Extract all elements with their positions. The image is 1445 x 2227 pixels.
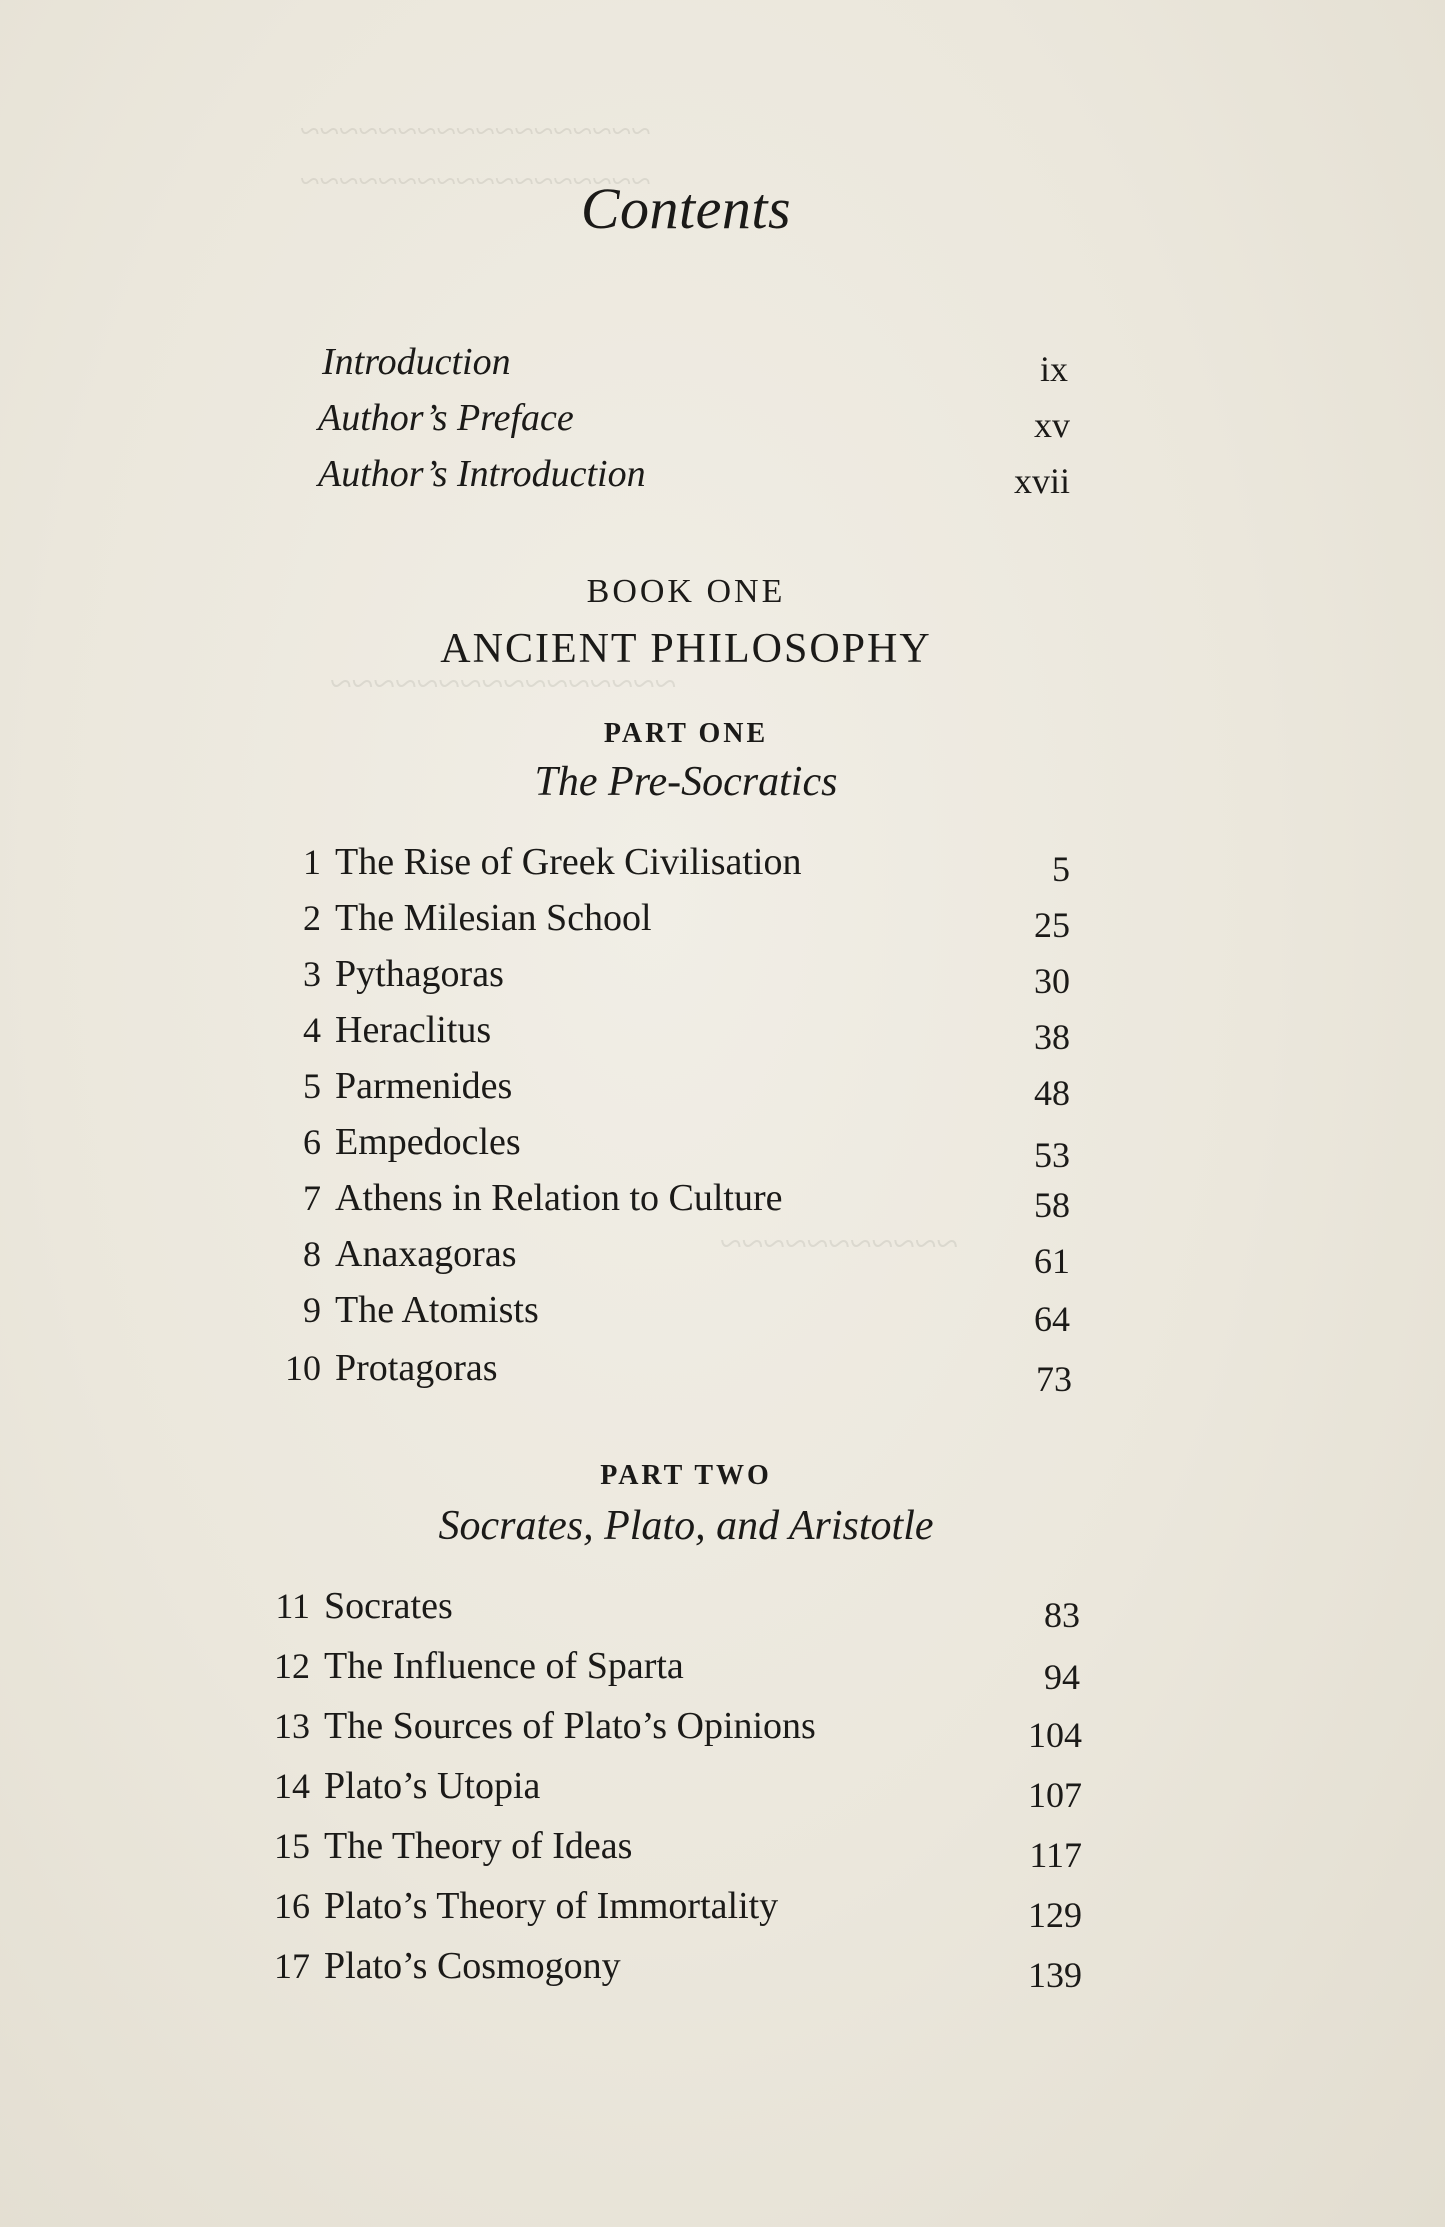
chapter-row (266, 1064, 512, 1108)
chapter-row (255, 1944, 621, 1988)
chapter-title: Heraclitus (335, 1009, 492, 1051)
chapter-row (266, 1120, 521, 1164)
chapter-row (255, 1764, 540, 1808)
book-title: ANCIENT PHILOSOPHY (440, 626, 932, 672)
chapter-number: 7 (303, 1178, 321, 1218)
chapter-page: 58 (1034, 1185, 1070, 1225)
chapter-page: 139 (1028, 1955, 1082, 1995)
chapter-title: Plato’s Theory of Immortality (324, 1885, 779, 1927)
chapter-number: 17 (274, 1946, 310, 1986)
chapter-row (255, 1704, 816, 1748)
chapter-title: Empedocles (335, 1121, 521, 1163)
chapter-number: 12 (274, 1646, 310, 1686)
chapter-row (266, 952, 504, 996)
chapter-number: 6 (303, 1122, 321, 1162)
front-matter-page: ix (1039, 349, 1068, 389)
chapter-number: 3 (303, 954, 321, 994)
book-label: BOOK ONE (586, 573, 786, 610)
chapter-page: 61 (1034, 1241, 1070, 1281)
chapter-title: Socrates (324, 1585, 453, 1627)
chapter-row (266, 1232, 516, 1276)
show-through-decoration: ~~~~~~~~~~~~~~~~~~ (300, 111, 651, 151)
chapter-title: The Influence of Sparta (324, 1645, 684, 1687)
chapter-row (266, 1176, 783, 1220)
show-through-decoration: ~~~~~~~~~~~~~~~~~~ (300, 161, 651, 201)
chapter-page: 53 (1034, 1135, 1070, 1175)
chapter-number: 4 (303, 1010, 321, 1050)
chapter-title: The Sources of Plato’s Opinions (324, 1705, 816, 1747)
part-label: PART TWO (600, 1460, 772, 1491)
chapter-title: Parmenides (335, 1065, 513, 1107)
chapter-title: The Theory of Ideas (324, 1825, 633, 1867)
chapter-row (255, 1644, 684, 1688)
chapter-number: 2 (303, 898, 321, 938)
chapter-row (266, 1008, 491, 1052)
chapter-page: 25 (1034, 905, 1070, 945)
chapter-number: 15 (274, 1826, 310, 1866)
chapter-number: 9 (303, 1290, 321, 1330)
chapter-number: 10 (285, 1348, 321, 1388)
chapter-row (255, 1884, 778, 1928)
front-matter-title: Author’s Preface (318, 397, 574, 439)
chapter-page: 94 (1044, 1657, 1080, 1697)
chapter-number: 8 (303, 1234, 321, 1274)
chapter-number: 1 (303, 842, 321, 882)
chapter-page: 30 (1034, 961, 1070, 1001)
chapter-page: 48 (1034, 1073, 1070, 1113)
contents-heading: Contents (580, 176, 792, 241)
chapter-title: Anaxagoras (335, 1233, 517, 1275)
chapter-row (266, 1346, 498, 1390)
front-matter-title: Introduction (322, 341, 511, 383)
chapter-title: The Atomists (335, 1289, 539, 1331)
front-matter-page: xv (1034, 405, 1070, 445)
show-through-decoration: ~~~~~~~~~~~~~~~~ (330, 661, 677, 706)
chapter-row (266, 840, 801, 884)
chapter-row (266, 1288, 539, 1332)
chapter-title: The Rise of Greek Civilisation (335, 841, 802, 883)
front-matter-title: Author’s Introduction (318, 453, 646, 495)
chapter-title: Pythagoras (335, 953, 504, 995)
chapter-page: 117 (1029, 1835, 1082, 1875)
chapter-title: Plato’s Cosmogony (324, 1945, 621, 1987)
chapter-page: 104 (1028, 1715, 1082, 1755)
chapter-title: Athens in Relation to Culture (335, 1177, 783, 1219)
chapter-page: 129 (1028, 1895, 1082, 1935)
chapter-number: 11 (275, 1586, 310, 1626)
chapter-number: 13 (274, 1706, 310, 1746)
chapter-page: 64 (1034, 1299, 1070, 1339)
show-through-decoration: ~~~~~~~~~~~ (720, 1221, 959, 1266)
chapter-title: Plato’s Utopia (324, 1765, 541, 1807)
chapter-page: 38 (1034, 1017, 1070, 1057)
chapter-title: Protagoras (335, 1347, 498, 1389)
part-label: PART ONE (603, 718, 769, 749)
chapter-number: 5 (303, 1066, 321, 1106)
part-title: The Pre-Socratics (534, 759, 838, 805)
chapter-title: The Milesian School (335, 897, 652, 939)
chapter-page: 73 (1036, 1359, 1072, 1399)
chapter-row (266, 896, 652, 940)
chapter-page: 83 (1044, 1595, 1080, 1635)
chapter-page: 5 (1052, 849, 1070, 889)
chapter-number: 14 (274, 1766, 310, 1806)
chapter-number: 16 (274, 1886, 310, 1926)
front-matter-page: xvii (1013, 461, 1070, 501)
chapter-row (255, 1584, 453, 1628)
chapter-row (255, 1824, 632, 1868)
part-title: Socrates, Plato, and Aristotle (438, 1503, 934, 1549)
chapter-page: 107 (1028, 1775, 1082, 1815)
